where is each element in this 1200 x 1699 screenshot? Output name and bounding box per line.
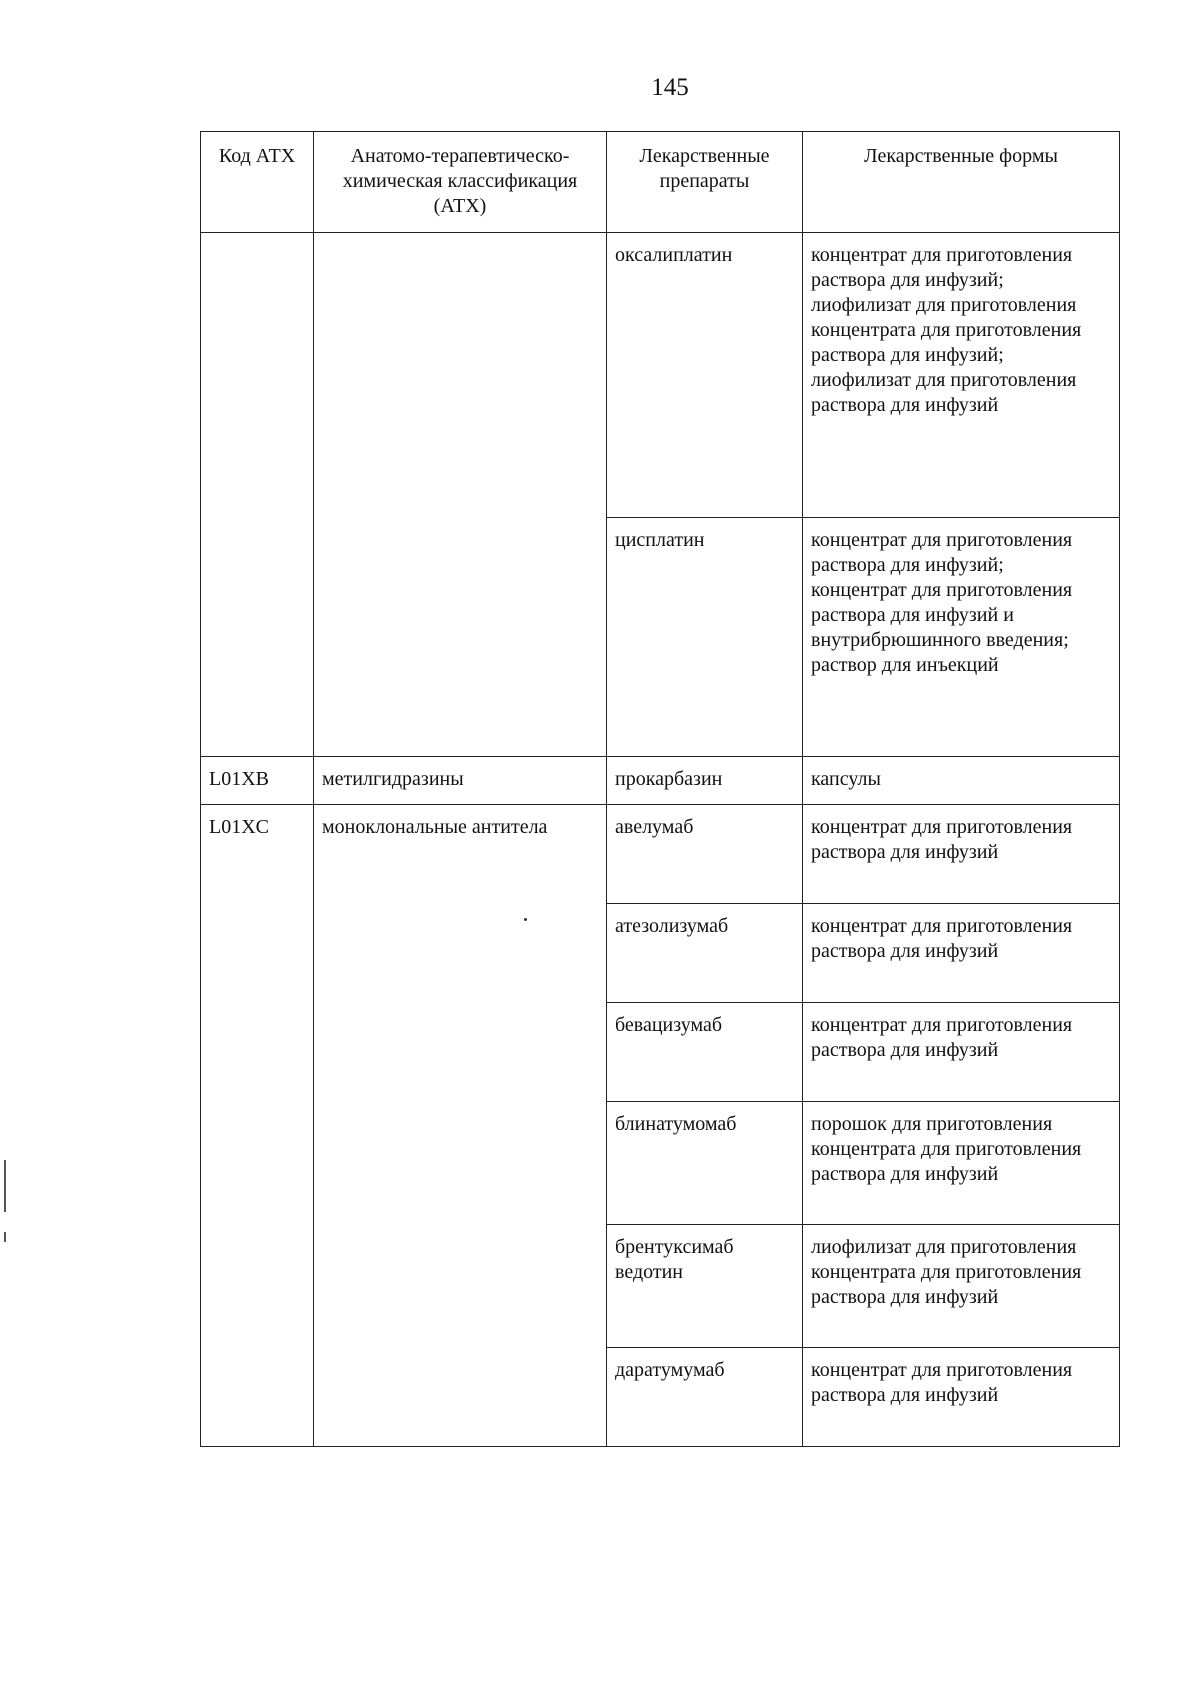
table-row xyxy=(201,757,1120,805)
form-line: лиофилизат для приготовления концентрата для приготовления раствора для инфузий; xyxy=(811,294,1082,366)
table-row xyxy=(201,233,1120,518)
cell-forms xyxy=(803,805,1120,904)
cell-code: L01XC xyxy=(201,805,314,1447)
cell-drug: прокарбазин xyxy=(607,757,803,805)
cell-forms xyxy=(803,518,1120,757)
cell-drug: блинатумомаб xyxy=(607,1102,803,1225)
cell-forms xyxy=(803,1102,1120,1225)
scan-dot xyxy=(524,918,527,921)
form-line: раствор для инъекций xyxy=(811,654,999,676)
table-row xyxy=(201,805,1120,904)
form-line: концентрат для приготовления раствора для инфузий; xyxy=(811,244,1073,291)
form-line: капсулы xyxy=(811,768,881,790)
table-header-row xyxy=(201,132,1120,233)
cell-atc-empty xyxy=(314,233,607,757)
scan-edge-mark xyxy=(4,1232,6,1242)
header-forms: Лекарственные формы xyxy=(803,132,1120,233)
cell-forms xyxy=(803,233,1120,518)
cell-forms xyxy=(803,1003,1120,1102)
cell-forms xyxy=(803,757,1120,805)
cell-forms xyxy=(803,1225,1120,1348)
cell-drug: брентуксимаб ведотин xyxy=(607,1225,803,1348)
header-atc: Анатомо-терапевтическо-химическая классификация (АТХ) xyxy=(314,132,607,233)
cell-code: L01XB xyxy=(201,757,314,805)
form-line: концентрат для приготовления раствора для инфузий xyxy=(811,1014,1073,1061)
form-line: концентрат для приготовления раствора для инфузий и внутрибрюшинного введения; xyxy=(811,579,1073,651)
cell-code-empty xyxy=(201,233,314,757)
cell-atc: метилгидразины xyxy=(314,757,607,805)
cell-drug: бевацизумаб xyxy=(607,1003,803,1102)
form-line: концентрат для приготовления раствора для инфузий xyxy=(811,816,1073,863)
cell-forms xyxy=(803,1348,1120,1447)
cell-atc: моноклональные антитела xyxy=(314,805,607,1447)
cell-drug: авелумаб xyxy=(607,805,803,904)
form-line: лиофилизат для приготовления концентрата для приготовления раствора для инфузий xyxy=(811,1236,1082,1308)
form-line: порошок для приготовления концентрата для приготовления раствора для инфузий xyxy=(811,1113,1082,1185)
cell-drug: цисплатин xyxy=(607,518,803,757)
header-drugs: Лекарственные препараты xyxy=(607,132,803,233)
form-line: концентрат для приготовления раствора для инфузий xyxy=(811,1359,1073,1406)
drug-table xyxy=(200,131,1120,1447)
cell-forms xyxy=(803,904,1120,1003)
scan-edge-mark xyxy=(4,1160,6,1212)
cell-drug: оксалиплатин xyxy=(607,233,803,518)
cell-drug: атезолизумаб xyxy=(607,904,803,1003)
cell-drug: даратумумаб xyxy=(607,1348,803,1447)
page-number: 145 xyxy=(651,74,689,101)
form-line: лиофилизат для приготовления раствора для инфузий xyxy=(811,369,1077,416)
form-line: концентрат для приготовления раствора для инфузий xyxy=(811,915,1073,962)
header-code: Код АТХ xyxy=(201,132,314,233)
form-line: концентрат для приготовления раствора для инфузий; xyxy=(811,529,1073,576)
